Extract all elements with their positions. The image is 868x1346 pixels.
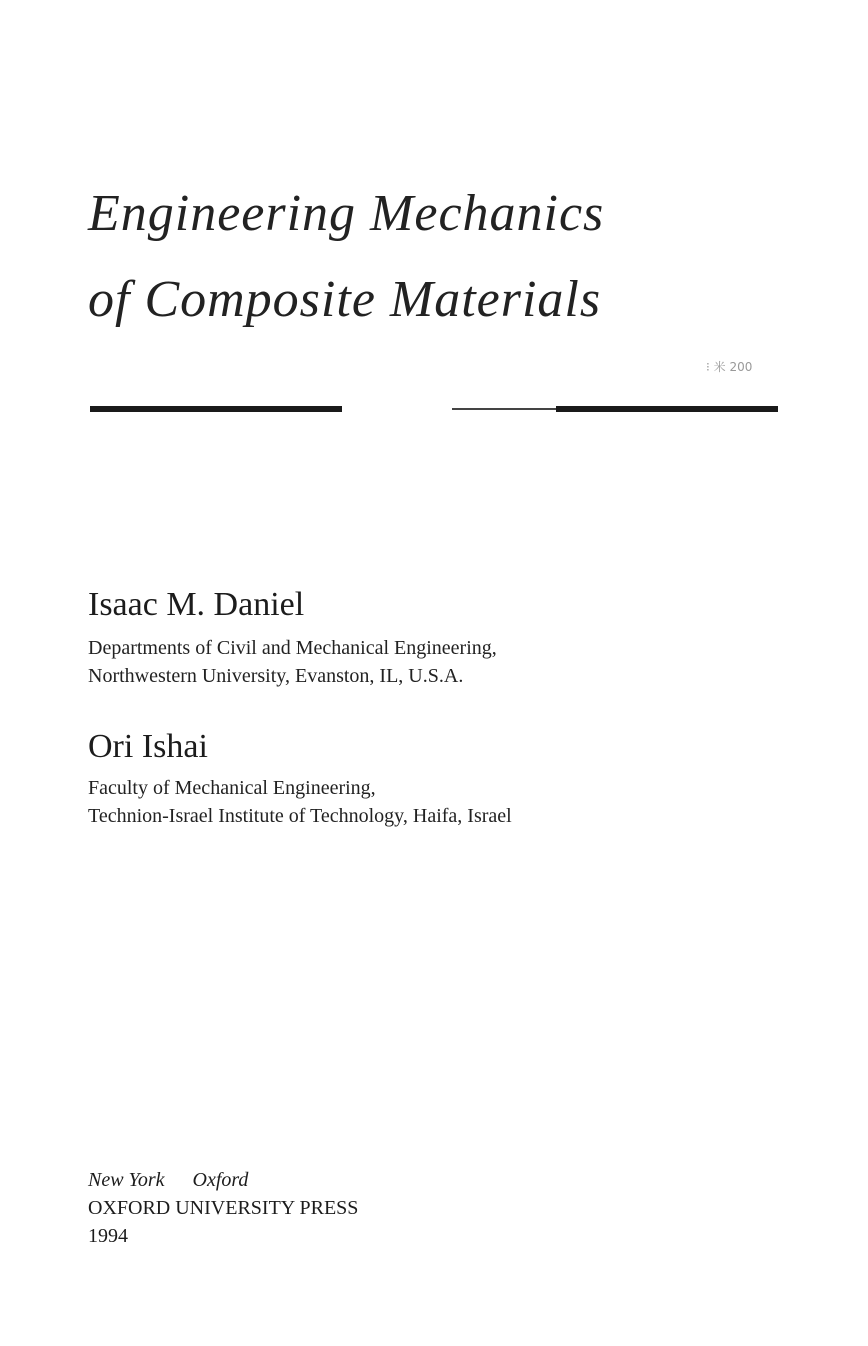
- affiliation-line: Faculty of Mechanical Engineering,: [88, 777, 376, 799]
- book-title-line-2: of Composite Materials: [88, 271, 602, 328]
- author-block: [88, 730, 512, 830]
- decorative-rule-left: [90, 406, 342, 412]
- publisher-city: New York: [88, 1169, 165, 1191]
- library-stamp: ⁝ 米 200: [706, 360, 753, 374]
- affiliation-line: Departments of Civil and Mechanical Engineering,: [88, 637, 497, 659]
- author-name: Isaac M. Daniel: [88, 586, 305, 623]
- author-affiliation: [88, 634, 497, 690]
- author-block: [88, 588, 497, 690]
- book-title: [88, 185, 605, 328]
- publisher-cities: [88, 1166, 358, 1194]
- decorative-rule-right: [556, 406, 778, 412]
- author-name: Ori Ishai: [88, 728, 208, 765]
- affiliation-line: Northwestern University, Evanston, IL, U.S.A.: [88, 665, 464, 687]
- publication-year: 1994: [88, 1225, 128, 1247]
- publisher-city: Oxford: [192, 1169, 249, 1191]
- affiliation-line: Technion-Israel Institute of Technology, Haifa, Israel: [88, 805, 512, 827]
- publisher-block: [88, 1166, 358, 1250]
- author-affiliation: [88, 774, 512, 830]
- decorative-rule-middle: [452, 408, 556, 410]
- publisher-name: OXFORD UNIVERSITY PRESS: [88, 1197, 359, 1219]
- book-title-line-1: Engineering Mechanics: [88, 185, 605, 242]
